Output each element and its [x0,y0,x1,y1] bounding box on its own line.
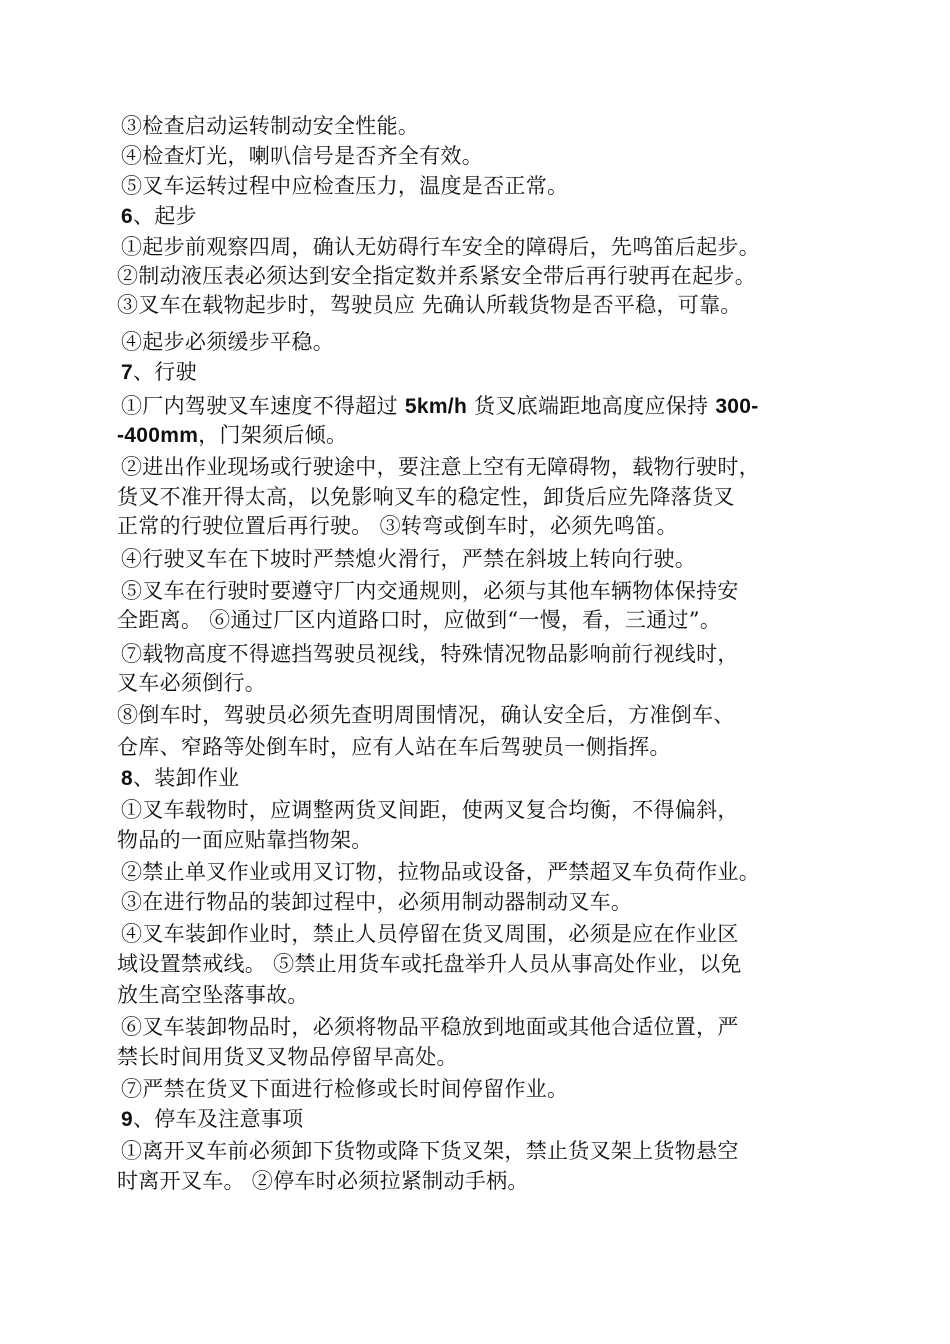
text-line: ②禁止单叉作业或用叉订物，拉物品或设备，严禁超叉车负荷作业。 [121,860,760,884]
section-heading: 8、装卸作业 [121,766,240,790]
text-line: ⑤叉车运转过程中应检查压力，温度是否正常。 [121,174,569,198]
text-line: ④行驶叉车在下坡时严禁熄火滑行，严禁在斜坡上转向行驶。 [121,547,697,571]
text-line: ④叉车装卸作业时，禁止人员停留在货叉周围，必须是应在作业区 [121,922,739,946]
text-line: ①叉车载物时，应调整两货叉间距，使两叉复合均衡，不得偏斜， [121,798,739,822]
text-line: ①离开叉车前必须卸下货物或降下货叉架，禁止货叉架上货物悬空 [121,1139,739,1163]
text-line: 禁长时间用货叉叉物品停留早高处。 [117,1045,458,1069]
section-heading: 6、起步 [121,204,197,228]
text-line: ⑥叉车装卸物品时，必须将物品平稳放到地面或其他合适位置，严 [121,1015,739,1039]
text-line: ③在进行物品的装卸过程中，必须用制动器制动叉车。 [121,890,633,914]
text-line: ②制动液压表必须达到安全指定数并系紧安全带后再行驶再在起步。 [117,264,756,288]
text-line: ⑧倒车时，驾驶员必须先查明周围情况，确认安全后，方准倒车、 [117,703,735,727]
text-line: ③叉车在载物起步时，驾驶员应 先确认所载货物是否平稳，可靠。 [117,293,742,317]
text-line: ③检查启动运转制动安全性能。 [121,114,420,138]
text-line: ④检查灯光，喇叭信号是否齐全有效。 [121,144,484,168]
text-line: 叉车必须倒行。 [117,671,267,695]
text-line: ⑦载物高度不得遮挡驾驶员视线，特殊情况物品影响前行视线时， [121,642,739,666]
text-line: ①厂内驾驶叉车速度不得超过 5km/h 货叉底端距地高度应保持 300- [121,394,759,418]
text-line: 正常的行驶位置后再行驶。 ③转弯或倒车时，必须先鸣笛。 [117,514,678,538]
text-line: 时离开叉车。 ②停车时必须拉紧制动手柄。 [117,1169,529,1193]
section-heading: 7、行驶 [121,360,197,384]
text-line: ①起步前观察四周，确认无妨碍行车安全的障碍后，先鸣笛后起步。 [121,235,760,259]
text-line: ②进出作业现场或行驶途中，要注意上空有无障碍物，载物行驶时， [121,455,760,479]
text-line: -400mm，门架须后倾。 [117,423,348,447]
text-line: 物品的一面应贴靠挡物架。 [117,828,373,852]
text-line: 域设置禁戒线。 ⑤禁止用货车或托盘举升人员从事高处作业，以免 [117,952,742,976]
text-line: 货叉不准开得太高，以免影响叉车的稳定性，卸货后应先降落货叉 [117,485,735,509]
text-line: ④起步必须缓步平稳。 [121,330,334,354]
text-line: 全距离。 ⑥通过厂区内道路口时，应做到“一慢，看，三通过”。 [117,608,722,632]
text-line: ⑤叉车在行驶时要遵守厂内交通规则，必须与其他车辆物体保持安 [121,579,739,603]
text-line: 放生高空坠落事故。 [117,983,309,1007]
text-line: ⑦严禁在货叉下面进行检修或长时间停留作业。 [121,1077,569,1101]
text-line: 仓库、窄路等处倒车时，应有人站在车后驾驶员一侧指挥。 [117,735,671,759]
section-heading: 9、停车及注意事项 [121,1107,304,1131]
